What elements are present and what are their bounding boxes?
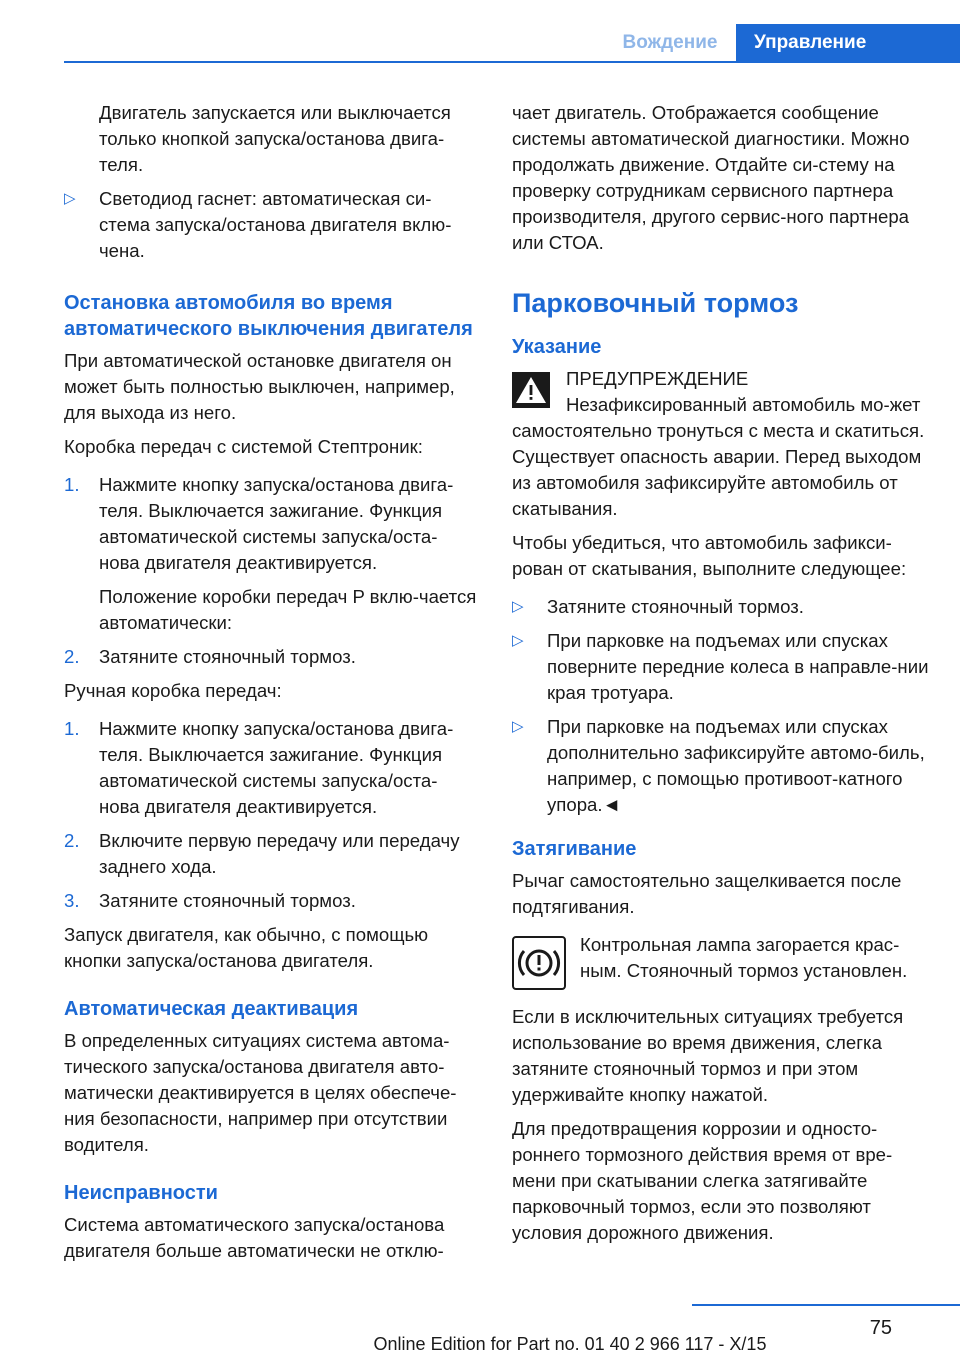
bullet-text: Затяните стояночный тормоз. (547, 596, 804, 617)
step-number: 2. (64, 646, 80, 667)
list-item (64, 472, 478, 576)
warning-block (512, 366, 930, 522)
list-item (64, 828, 478, 880)
right-column (512, 100, 930, 1254)
lamp-text: Контрольная лампа загорается крас‐ным. Стояночный тормоз установлен. (580, 934, 908, 981)
bullet-led-off (64, 186, 478, 264)
paragraph-faults: Система автоматического запуска/останова двигателя больше автоматически не отклю‐ (64, 1214, 445, 1261)
step-number: 1. (64, 718, 80, 739)
triangle-bullet-icon: ▷ (512, 598, 524, 615)
left-column (64, 100, 478, 1272)
warning-title: ПРЕДУПРЕЖДЕНИЕ (566, 368, 749, 389)
paragraph-continued: чает двигатель. Отображается сообщение системы автоматической диагностики. Можно продолжать движение. Отдайте си‐стему на проверку сотрудникам сервисного партнера производителя, другого сервис‐ного партнера или СТОА. (512, 102, 910, 253)
warning-text: Незафиксированный автомобиль мо‐жет самостоятельно тронуться с места и скатиться. Существует опасность аварии. Перед выходом из автомобиля зафиксируйте автомобиль от скатывания. (512, 394, 925, 519)
tab-controls[interactable]: Управление (736, 24, 960, 62)
list-item (64, 716, 478, 820)
tab-driving[interactable]: Вождение (622, 32, 718, 53)
step-text: Нажмите кнопку запуска/останова двига‐теля. Выключается зажигание. Функция автоматической системы запуска/оста‐нова двигателя деактивируется. (99, 474, 454, 573)
step-text: Включите первую передачу или передачу заднего хода. (99, 830, 460, 877)
parking-brake-lamp-icon (512, 936, 566, 990)
warning-triangle-icon (512, 372, 550, 408)
list-item (64, 888, 478, 914)
paragraph-applying: Рычаг самостоятельно защелкивается после подтягивания. (512, 870, 902, 917)
bullet-text: Светодиод гаснет: автоматическая си‐стема запуска/останова двигателя вклю‐чена. (99, 188, 452, 261)
paragraph-button-only: Двигатель запускается или выключается только кнопкой запуска/останова двига‐теля. (99, 102, 451, 175)
step-number: 2. (64, 830, 80, 851)
step-number: 1. (64, 474, 80, 495)
triangle-bullet-icon: ▷ (512, 632, 524, 649)
footer-rule (692, 1304, 960, 1306)
heading-parking-brake: Парковочный тормоз (512, 288, 799, 318)
triangle-bullet-icon: ▷ (64, 190, 76, 207)
list-item (64, 584, 478, 636)
paragraph-corrosion: Для предотвращения коррозии и односто‐роннего тормозного действия время от вре‐мени при скатывании слегка затягивайте парковочный тормоз, если это позволяют условия дорожного движения. (512, 1118, 893, 1243)
paragraph-ensure: Чтобы убедиться, что автомобиль зафикси‐рован от скатывания, выполните следующее: (512, 532, 907, 579)
heading-auto-deactivation: Автоматическая деактивация (64, 998, 359, 1020)
heading-note: Указание (512, 336, 602, 358)
step-text: Нажмите кнопку запуска/останова двига‐теля. Выключается зажигание. Функция автоматической системы запуска/оста‐нова двигателя деактивируется. (99, 718, 454, 817)
step-text: Положение коробки передач P вклю‐чается автоматически: (99, 586, 477, 633)
paragraph-auto: В определенных ситуациях система автома‐тического запуска/останова двигателя авто‐матически деактивируется в целях обеспече‐ния безопасности, например при отсутствии водителя. (64, 1030, 457, 1155)
bullet-text: При парковке на подъемах или спусках поверните передние колеса в направле‐нии края тротуара. (547, 630, 929, 703)
bullet-item (512, 594, 930, 620)
list-item (64, 644, 478, 670)
paragraph-stop: При автоматической остановке двигателя он может быть полностью выключен, например, для выхода из него. (64, 350, 455, 423)
heading-applying: Затягивание (512, 838, 637, 860)
paragraph-steptronic: Коробка передач с системой Стептроник: (64, 436, 423, 457)
step-text: Затяните стояночный тормоз. (99, 890, 356, 911)
page-header (0, 24, 960, 62)
paragraph-manual: Ручная коробка передач: (64, 680, 282, 701)
indicator-lamp-block (512, 932, 930, 998)
paragraph-start: Запуск двигателя, как обычно, с помощью кнопки запуска/останова двигателя. (64, 924, 429, 971)
triangle-bullet-icon: ▷ (512, 718, 524, 735)
heading-stop-vehicle: Остановка автомобиля во время автоматического выключения двигателя (64, 292, 473, 340)
header-rule (64, 61, 960, 63)
bullet-item (512, 628, 930, 706)
step-text: Затяните стояночный тормоз. (99, 646, 356, 667)
bullet-text: При парковке на подъемах или спусках дополнительно зафиксируйте автомо‐биль, например, с помощью противоот‐катного упора.◄ (547, 716, 925, 815)
heading-faults: Неисправности (64, 1182, 218, 1204)
bullet-item (512, 714, 930, 818)
paragraph-exceptional: Если в исключительных ситуациях требуется использование во время движения, слегка затяните стояночный тормоз и при этом удерживайте кнопку нажатой. (512, 1006, 904, 1105)
page-number: 75 (869, 1317, 892, 1339)
step-number: 3. (64, 890, 80, 911)
footer-edition: Online Edition for Part no. 01 40 2 966 117 - X/15 (373, 1334, 767, 1354)
